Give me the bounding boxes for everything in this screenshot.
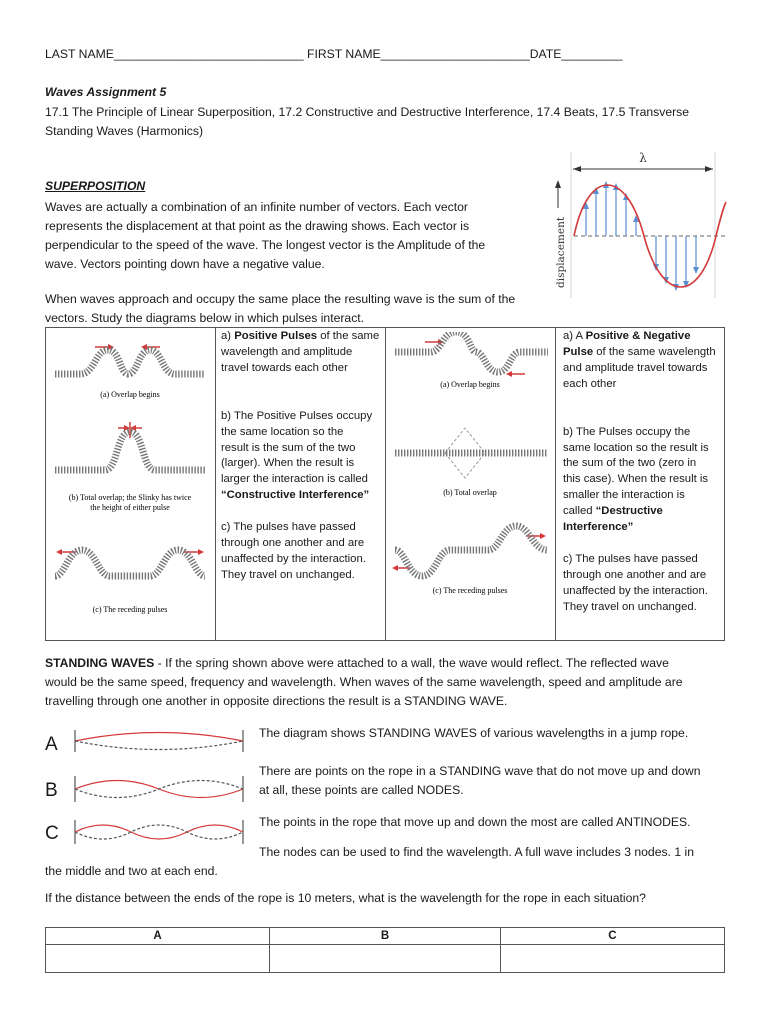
standing-desc-4b: the middle and two at each end. xyxy=(45,864,218,878)
overlap-begins-slinky xyxy=(55,344,205,374)
overlap-begins-slinky xyxy=(395,332,548,377)
text-line: When waves approach and occupy the same place the resulting wave is the sum of the xyxy=(45,292,516,306)
answer-cell-a[interactable] xyxy=(46,945,270,973)
superposition-heading: SUPERPOSITION xyxy=(45,179,146,193)
text-line: perpendicular to the speed of the wave. The longest vector is the Amplitude of the xyxy=(45,238,486,252)
wavelength-arrow xyxy=(571,152,715,298)
positive-negative-pulses-text: a) A Positive & Negative Pulse of the same wavelength and amplitude travel towards each other b) The Pulses occupy the same location so the result is the sum of the two (zero in this case). When the result is smaller the interaction is called “Destructive Interference” c) The pulses have passed through one another and are unaffected by the interaction. They travel on unchanged. xyxy=(563,329,723,616)
caption-receding-pulses: (c) The receding pulses xyxy=(432,586,508,595)
caption-overlap-begins: (a) Overlap begins xyxy=(100,390,160,399)
column-header-b: B xyxy=(270,928,501,945)
column-header-a: A xyxy=(46,928,270,945)
displacement-axis-label: displacement xyxy=(555,216,567,288)
first-name-field[interactable]: FIRST NAME______________________ xyxy=(307,47,530,61)
receding-slinky xyxy=(55,549,205,576)
superposition-text xyxy=(45,198,485,274)
caption-total-overlap-2: the height of either pulse xyxy=(90,503,170,512)
standing-desc-4a: The nodes can be used to find the wavelength. A full wave includes 3 nodes. 1 in xyxy=(259,845,694,859)
text-line: represents the displacement at that point as the drawing shows. Each vector is xyxy=(45,219,470,233)
topics-line-1: 17.1 The Principle of Linear Superposition, 17.2 Constructive and Destructive Interference, 17.4 Beats, 17.5 Transverse xyxy=(45,105,690,119)
text-line: would be the same speed, frequency and wavelength. When waves of the same wavelength, speed and amplitude are xyxy=(45,675,683,689)
answer-table xyxy=(45,927,725,973)
standing-desc-3: The points in the rope that move up and down the most are called ANTINODES. xyxy=(259,815,691,829)
text-line: wave. Vectors pointing down have a negative value. xyxy=(45,257,325,271)
displacement-vector-figure xyxy=(548,148,730,300)
standing-desc-1: The diagram shows STANDING WAVES of various wavelengths in a jump rope. xyxy=(259,726,689,740)
positive-pulses-text: a) Positive Pulses of the same wavelength and amplitude travel towards each other b) The Positive Pulses occupy the same location so the result is the sum of the two (larger). When the result is larger the interaction is called “Constructive Interference” c) The pulses have passed through one another and are unaffected by the interaction. They travel on unchanged. xyxy=(221,329,383,584)
wavelength-question: If the distance between the ends of the rope is 10 meters, what is the wavelength for the rope in each situation? xyxy=(45,891,646,905)
last-name-field[interactable]: LAST NAME____________________________ xyxy=(45,47,304,61)
constructive-interference-term: “Constructive Interference” xyxy=(221,489,370,502)
table-divider xyxy=(555,327,556,641)
rope-c xyxy=(45,820,243,844)
standing-desc-2b: at all, these points are called NODES. xyxy=(259,783,464,797)
positive-negative-pulses-figure xyxy=(390,332,552,602)
answer-cell-c[interactable] xyxy=(500,945,724,973)
caption-overlap-begins: (a) Overlap begins xyxy=(440,380,500,389)
rope-b xyxy=(45,776,243,802)
text-line: travelling through one another in opposite directions the result is a STANDING WAVE. xyxy=(45,694,508,708)
name-date-header xyxy=(45,47,622,61)
standing-waves-heading: STANDING WAVES xyxy=(45,656,155,670)
topics-line-2: Standing Waves (Harmonics) xyxy=(45,124,204,138)
answer-cell-b[interactable] xyxy=(270,945,501,973)
total-overlap-slinky xyxy=(55,422,205,470)
label-c: C xyxy=(45,823,59,844)
text-line: vectors. Study the diagrams below in which pulses interact. xyxy=(45,311,365,325)
destructive-interference-term: Interference” xyxy=(563,521,634,534)
date-field[interactable]: DATE_________ xyxy=(529,47,623,61)
receding-slinky xyxy=(392,526,548,576)
caption-total-overlap: (b) Total overlap xyxy=(443,488,497,497)
caption-total-overlap: (b) Total overlap; the Slinky has twice xyxy=(68,493,192,502)
label-b: B xyxy=(45,780,58,801)
positive-pulses-figure xyxy=(50,332,212,622)
column-header-c: C xyxy=(500,928,724,945)
jump-rope-standing-waves xyxy=(45,722,255,852)
lambda-symbol: λ xyxy=(639,151,647,165)
text-line: Waves are actually a combination of an infinite number of vectors. Each vector xyxy=(45,200,468,214)
table-divider xyxy=(385,327,386,641)
caption-receding-pulses: (c) The receding pulses xyxy=(92,605,168,614)
table-divider xyxy=(215,327,216,641)
standing-waves-intro: STANDING WAVES - If the spring shown above were attached to a wall, the wave would reflect. The reflected wave would be the same speed, frequency and wavelength. When waves of the same wavelength, speed and amplitude are travelling through one another in opposite directions the result is a STANDING WAVE. xyxy=(45,654,683,711)
interaction-intro xyxy=(45,290,515,328)
standing-desc-2a: There are points on the rope in a STANDING wave that do not move up and down xyxy=(259,764,701,778)
label-a: A xyxy=(45,734,58,755)
rope-a xyxy=(45,730,243,755)
total-overlap-slinky xyxy=(395,428,548,478)
assignment-title: Waves Assignment 5 xyxy=(45,85,167,99)
